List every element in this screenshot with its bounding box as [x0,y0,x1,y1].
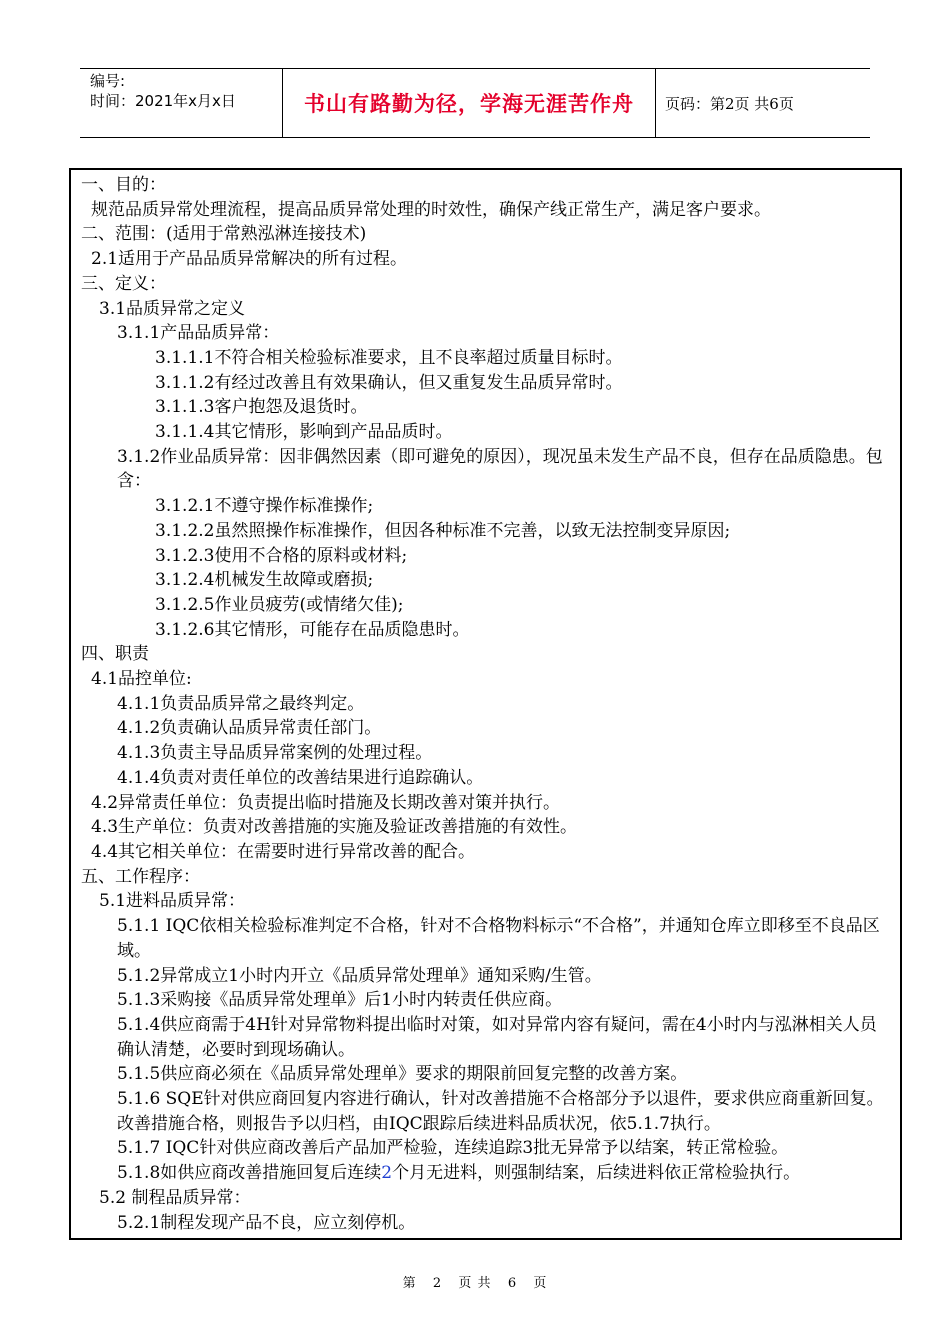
page-info-text: 页码：第2页 共6页 [665,94,794,113]
procedure-line-5-1-8 [81,1161,892,1186]
procedure-line: 规范品质异常处理流程，提高品质异常处理的时效性，确保产线正常生产，满足客户要求。 [91,199,771,220]
procedure-line: 3.1.1.2有经过改善且有效果确认，但又重复发生品质异常时。 [155,372,623,393]
procedure-line: 3.1.1.1不符合相关检验标准要求，且不良率超过质量目标时。 [155,347,623,368]
procedure-line: 3.1.2作业品质异常：因非偶然因素（即可避免的原因），现况虽未发生产品不良，但存在品质隐患。包含： [117,446,883,492]
procedure-line: 3.1.2.4机械发生故障或磨损; [155,570,374,591]
procedure-line: 4.1.4负责对责任单位的改善结果进行追踪确认。 [117,767,484,788]
procedure-line: 3.1.2.6其它情形，可能存在品质隐患时。 [155,619,470,640]
procedure-line: 2.1适用于产品品质异常解决的所有过程。 [91,249,408,270]
procedure-line: 5.1.6 SQE针对供应商回复内容进行确认，针对改善措施不合格部分予以退件，要求供应商重新回复。改善措施合格，则报告予以归档，由IQC跟踪后续进料品质状况，依5.1.7执行。 [117,1089,884,1134]
procedure-line: 4.1品控单位: [91,669,192,690]
document-date: 时间：2021年x月x日 [90,92,236,110]
procedure-line: 5.1.2异常成立1小时内开立《品质异常处理单》通知采购/生管。 [117,965,602,986]
procedure-line: 5.1.1 IQC依相关检验标准判定不合格，针对不合格物料标示“不合格”，并通知仓库立即移至不良品区域。 [117,916,880,961]
procedure-line: 4.4其它相关单位：在需要时进行异常改善的配合。 [91,841,476,862]
document-number-label: 编号: [90,72,126,90]
footer-page-number: 2 [432,1276,443,1291]
header-page-info [655,69,870,137]
footer-prefix: 第 [402,1276,417,1291]
procedure-line: 四、职责 [81,644,149,665]
procedure-line-5-2-1: 5.2.1制程发现产品不良，应立刻停机。 [117,1212,416,1233]
footer-suffix: 页 [533,1276,548,1291]
procedure-line: 3.1.1.3客户抱怨及退货时。 [155,397,368,418]
procedure-line: 3.1.2.2虽然照操作标准操作，但因各种标准不完善，以致无法控制变异原因; [155,520,731,541]
procedure-line: 5.1.3采购接《品质异常处理单》后1小时内转责任供应商。 [117,990,563,1011]
procedure-line-5-2: 5.2 制程品质异常： [99,1187,251,1208]
header-motto-cell [282,69,656,137]
procedure-line: 5.1.4供应商需于4H针对异常物料提出临时对策，如对异常内容有疑问，需在4小时内与泓淋相关人员确认清楚，必要时到现场确认。 [117,1014,877,1060]
procedure-lines [81,173,892,1161]
procedure-line: 三、定义： [81,273,166,294]
procedure-line: 3.1.2.3使用不合格的原料或材料; [155,545,408,566]
procedure-line: 5.1.5供应商必须在《品质异常处理单》要求的期限前回复完整的改善方案。 [117,1064,688,1085]
procedure-line: 5.1进料品质异常： [99,891,246,912]
line-5-1-8-number: 2 [381,1163,393,1184]
procedure-line: 4.3生产单位：负责对改善措施的实施及验证改善措施的有效性。 [91,817,578,838]
procedure-line: 五、工作程序： [81,866,200,887]
procedure-line: 3.1.2.5作业员疲劳(或情绪欠佳); [155,594,404,615]
footer-mid: 页 共 [458,1276,492,1291]
procedure-line: 4.1.2负责确认品质异常责任部门。 [117,718,382,739]
procedure-line: 一、目的： [81,175,166,195]
header-motto: 书山有路勤为径，学海无涯苦作舟 [304,92,634,116]
page-header [80,68,870,138]
procedure-content [81,173,892,1235]
procedure-line: 3.1品质异常之定义 [99,298,246,319]
procedure-line: 4.1.1负责品质异常之最终判定。 [117,693,365,714]
page-footer [0,1272,950,1291]
procedure-line: 5.1.7 IQC针对供应商改善后产品加严检验，连续追踪3批无异常予以结案，转正常检验。 [117,1138,789,1159]
procedure-line: 4.1.3负责主导品质异常案例的处理过程。 [117,743,433,764]
procedure-line: 3.1.1.4其它情形，影响到产品品质时。 [155,422,453,443]
procedure-line: 3.1.2.1不遵守操作标准操作; [155,496,374,517]
procedure-line: 二、范围：(适用于常熟泓淋连接技术) [81,224,367,245]
procedure-box [69,168,902,1240]
line-5-1-8-text-b: 个月无进料，则强制结案，后续进料依正常检验执行。 [392,1163,801,1184]
footer-total-pages: 6 [507,1276,518,1291]
header-meta [80,69,282,137]
procedure-line: 3.1.1产品品质异常： [117,323,280,344]
procedure-line: 4.2异常责任单位：负责提出临时措施及长期改善对策并执行。 [91,792,561,813]
line-5-1-8-text-a: 5.1.8如供应商改善措施回复后连续 [117,1163,382,1184]
